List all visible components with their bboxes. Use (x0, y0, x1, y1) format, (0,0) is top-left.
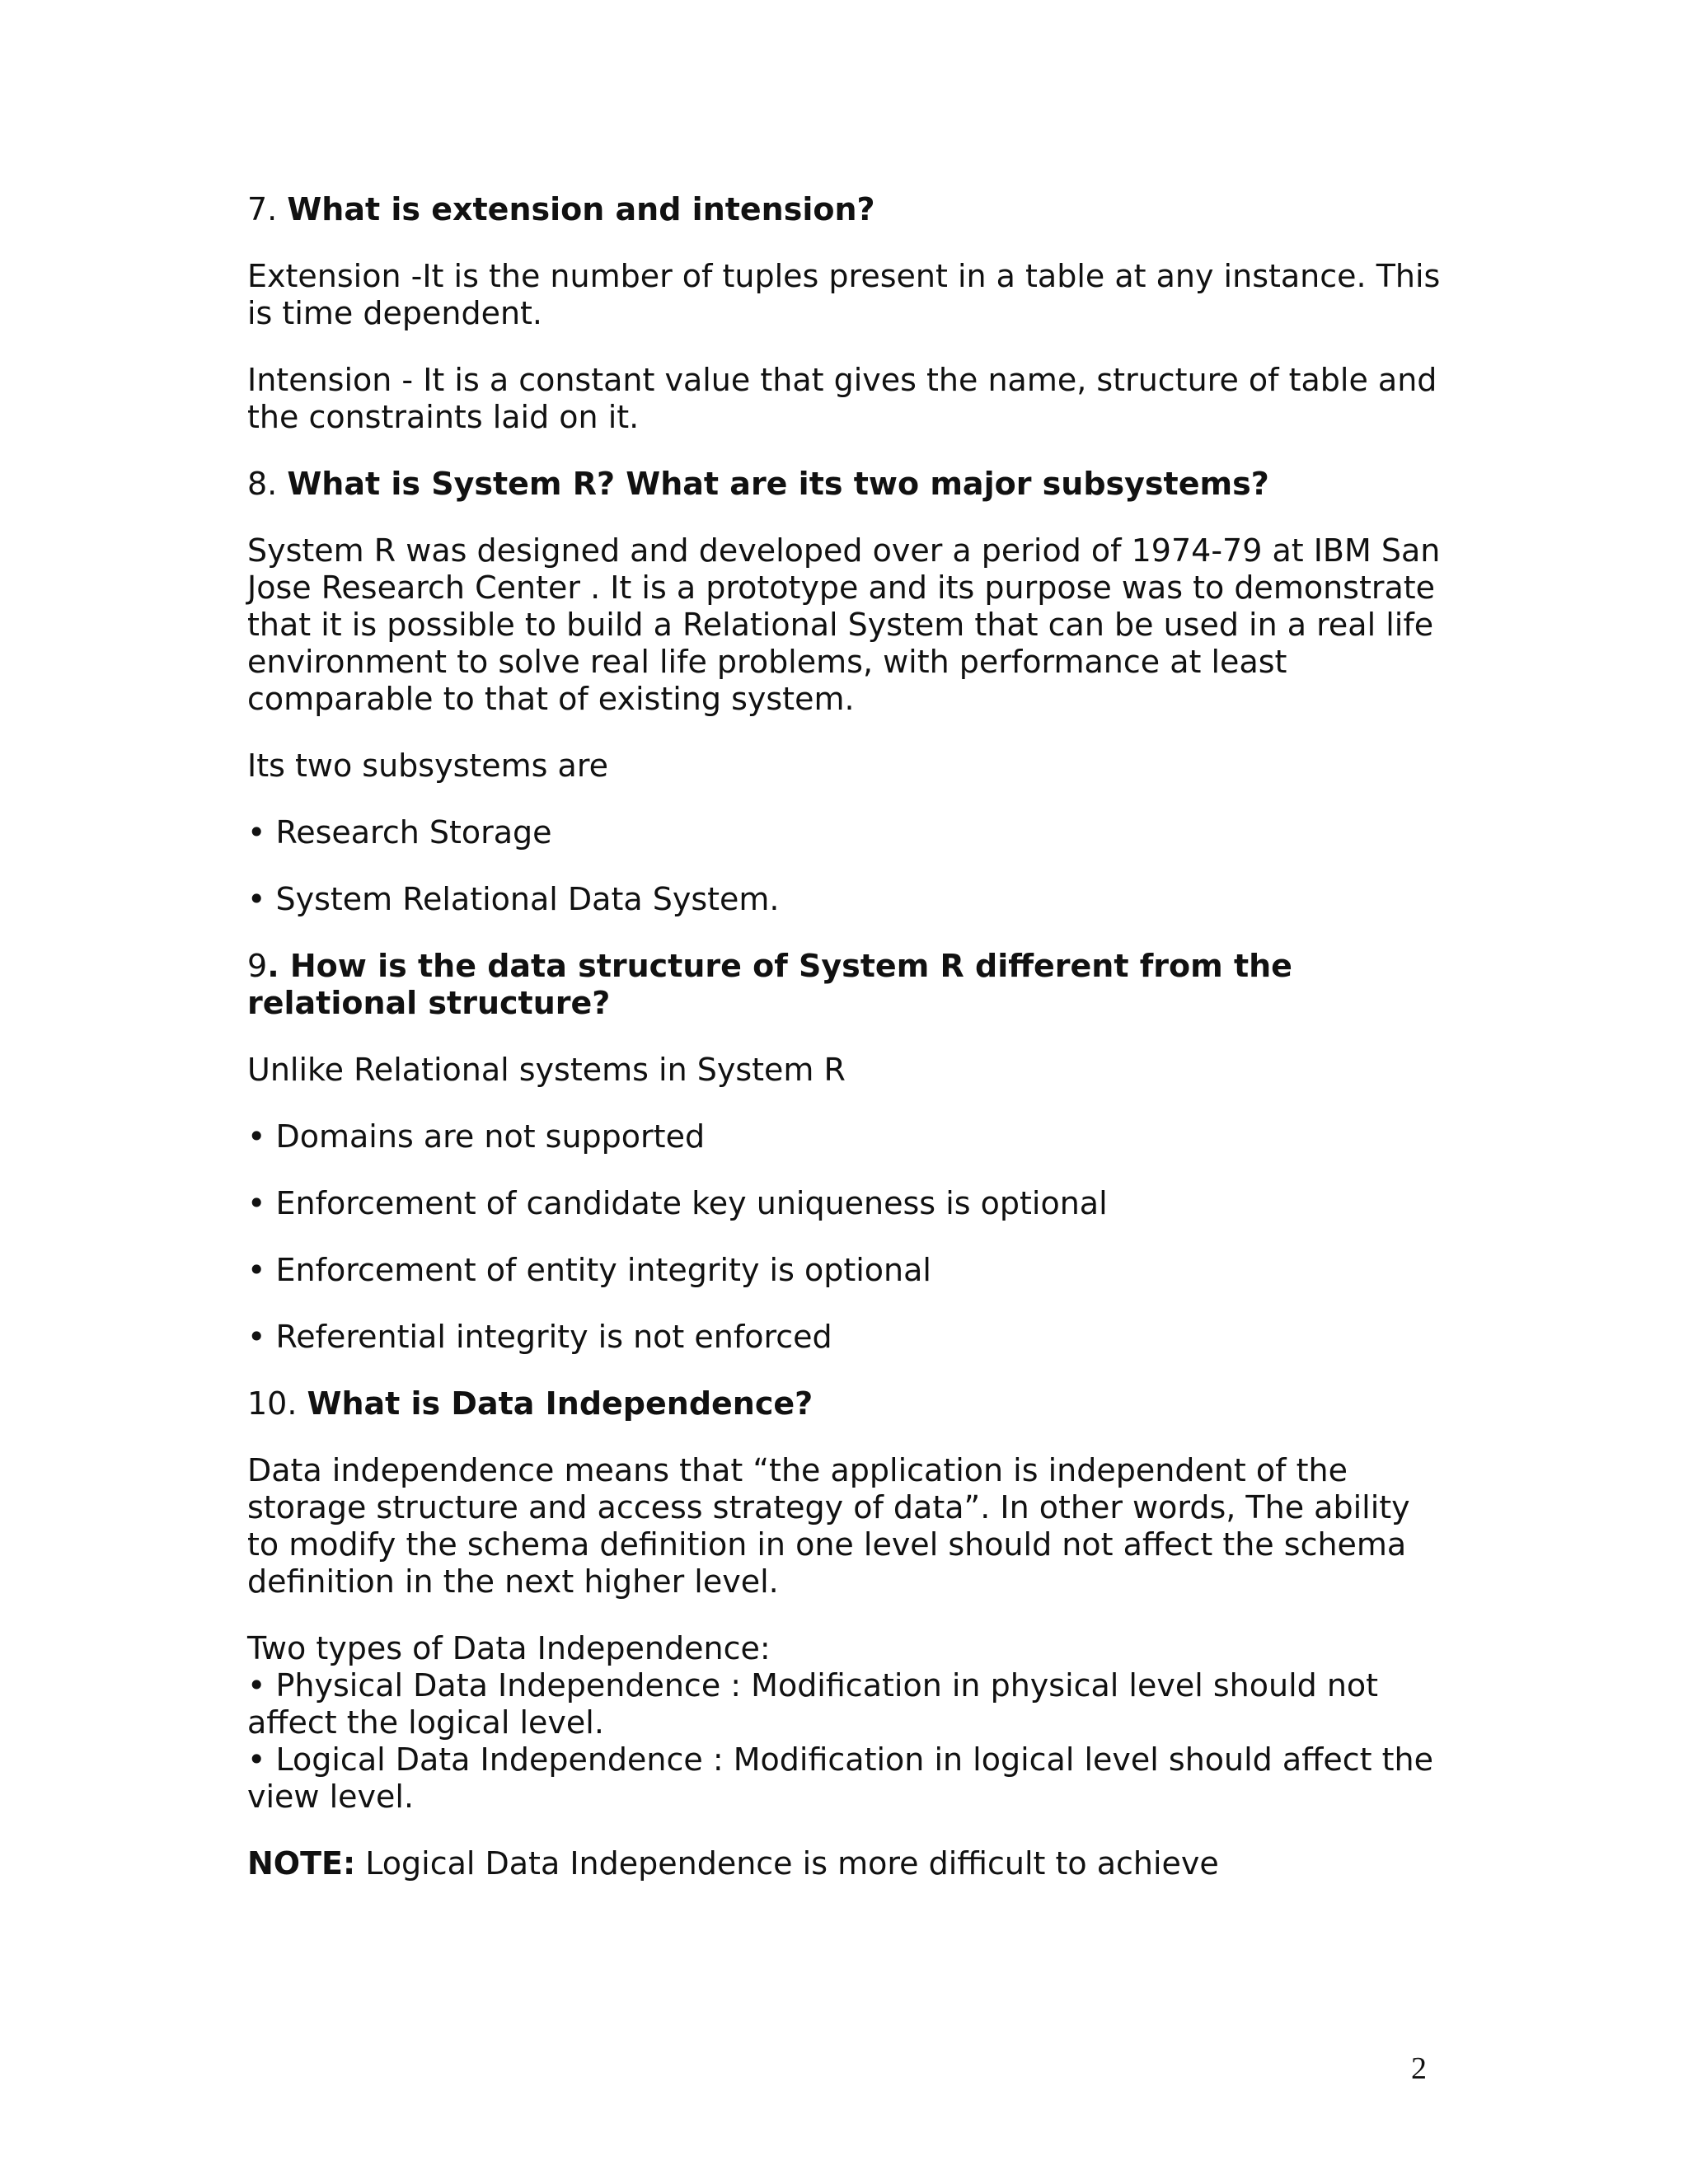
answer-paragraph: Its two subsystems are (247, 748, 609, 784)
answer-paragraph: Unlike Relational systems in System R (247, 1052, 846, 1088)
answer-paragraph: System R was designed and developed over a period of 1974-79 at IBM San Jose Research Center . It is a prototype and its purpose was to demonstrate that it is possible to build a Relational System that can be used in a real life environment to solve real life problems, with performance at least comparable to that of existing system. (247, 532, 1441, 717)
list-item: • Logical Data Independence : Modification in logical level should affect the view level. (247, 1741, 1433, 1815)
question-title: What is System R? What are its two major subsystems? (287, 466, 1269, 502)
list-item: • Enforcement of candidate key uniqueness is optional (247, 1185, 1108, 1221)
question-7-heading (247, 191, 1451, 228)
question-title: . How is the data structure of System R different from the relational structure? (247, 948, 1292, 1021)
question-number: 9 (247, 948, 268, 984)
page-number: 2 (1411, 2051, 1427, 2086)
answer-paragraph: Intension - It is a constant value that gives the name, structure of table and the constraints laid on it. (247, 362, 1437, 435)
answer-paragraph: Data independence means that “the application is independent of the storage structure and access strategy of data”. In other words, The ability to modify the schema definition in one level should not affect the schema definition in the next higher level. (247, 1452, 1410, 1600)
list-item: • Domains are not supported (247, 1118, 706, 1155)
question-title: What is Data Independence? (307, 1385, 814, 1422)
list-item: • Referential integrity is not enforced (247, 1319, 832, 1355)
question-10-heading (247, 1385, 1451, 1422)
answer-paragraph: Two types of Data Independence: (247, 1630, 771, 1666)
note-paragraph (247, 1845, 1451, 1882)
list-item: • Enforcement of entity integrity is optional (247, 1252, 931, 1288)
note-text: Logical Data Independence is more difficult to achieve (355, 1845, 1219, 1882)
note-label: NOTE: (247, 1845, 356, 1882)
answer-paragraph: Extension -It is the number of tuples present in a table at any instance. This is time dependent. (247, 258, 1441, 331)
list-item: • System Relational Data System. (247, 881, 780, 917)
question-number: 10. (247, 1385, 298, 1422)
list-item: • Physical Data Independence : Modification in physical level should not affect the logical level. (247, 1667, 1379, 1741)
question-number: 7. (247, 191, 278, 227)
question-number: 8. (247, 466, 278, 502)
question-8-heading (247, 466, 1451, 503)
question-9-heading (247, 948, 1451, 1022)
list-item: • Research Storage (247, 814, 552, 851)
question-title: What is extension and intension? (287, 191, 875, 227)
document-body (247, 191, 1451, 1912)
